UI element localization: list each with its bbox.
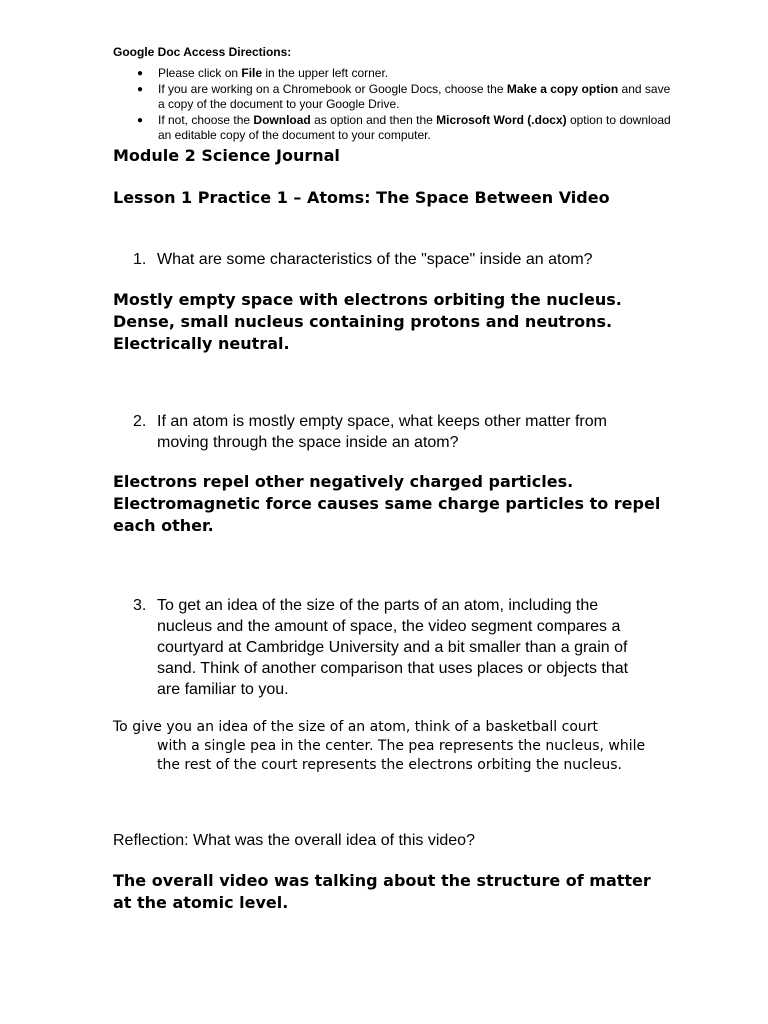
answer-line: Electrically neutral. [113,334,290,353]
answer-line: Electrons repel other negatively charged particles. [113,472,574,491]
directions-item: ● Please click on File in the upper left corner. [137,66,389,80]
answer-line: Electromagnetic force causes same charge particles to repel [113,494,661,513]
bullet-icon: ● [137,114,144,126]
question-text: If an atom is mostly empty space, what keeps other matter from moving through the space inside an atom? [157,413,607,451]
question-text: To get an idea of the size of the parts of an atom, including the nucleus and the amount of space, the video segment compares a courtyard at Cambridge University and a bit smaller than a grain of sand. Think of another comparison that uses places or objects that are familiar to you. [157,597,629,698]
question-2 [133,411,633,453]
reflection-prompt: Reflection: What was the overall idea of this video? [113,832,475,849]
bullet-icon: ● [137,68,144,79]
module-title: Module 2 Science Journal [113,146,340,165]
question-3 [133,595,653,700]
question-1 [133,249,673,270]
question-text: What are some characteristics of the "space" inside an atom? [157,251,593,268]
answer-line: Dense, small nucleus containing protons and neutrons. [113,312,613,331]
answer-line: The overall video was talking about the structure of matter [113,871,651,890]
answer-3 [113,718,653,775]
access-directions [113,44,673,144]
answer-2 [113,471,661,537]
answer-line: each other. [113,516,214,535]
directions-item: ● If you are working on a Chromebook or Google Docs, choose the Make a copy option and save a copy of the document to your Google Drive. [137,81,671,111]
question-number: 3. [133,597,147,614]
directions-item: ● If not, choose the Download as option and then the Microsoft Word (.docx) option to download an editable copy of the document to your computer. [137,112,671,142]
answer-line: Mostly empty space with electrons orbiting the nucleus. [113,290,622,309]
question-number: 1. [133,251,147,268]
directions-list [113,66,673,144]
answer-line: at the atomic level. [113,893,289,912]
answer-line: To give you an idea of the size of an atom, think of a basketball court [113,719,598,735]
lesson-title: Lesson 1 Practice 1 – Atoms: The Space Between Video [113,188,610,207]
reflection-answer [113,870,653,914]
bullet-icon: ● [137,83,144,95]
question-number: 2. [133,413,147,430]
directions-title: Google Doc Access Directions: [113,45,292,59]
answer-line: with a single pea in the center. The pea represents the nucleus, while the rest of the court represents the electrons orbiting the nucleus. [157,738,646,773]
answer-1 [113,289,653,355]
